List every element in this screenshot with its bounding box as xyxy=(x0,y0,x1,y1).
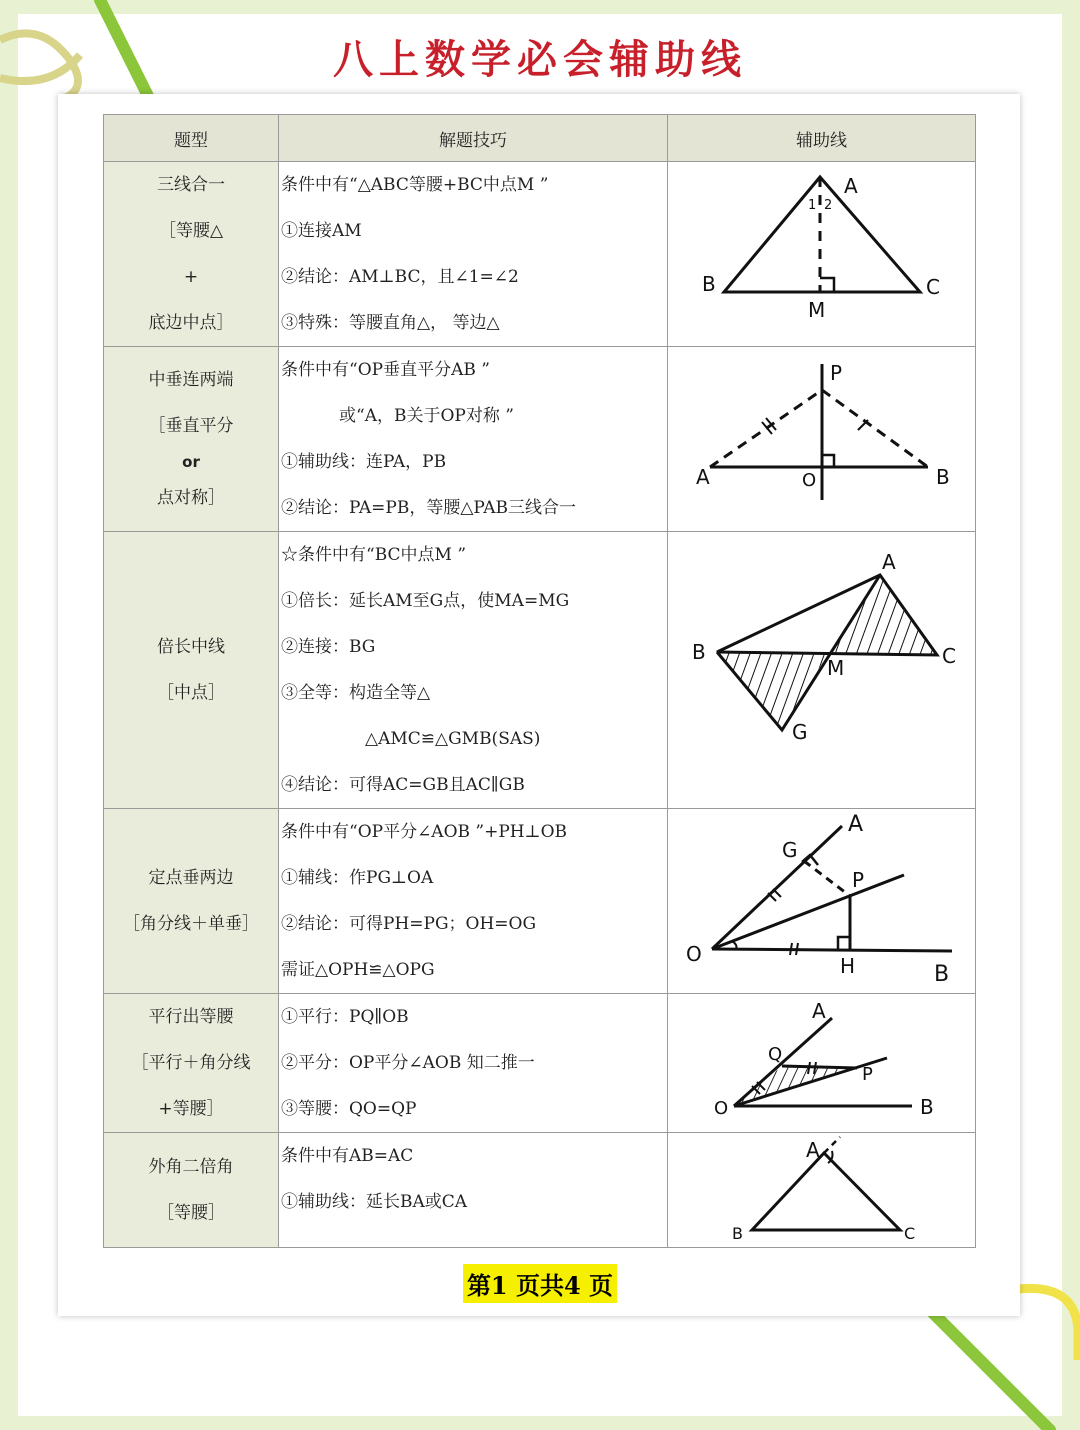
table-row xyxy=(104,532,976,809)
technique-line: 需证△OPH≌△OPG xyxy=(281,960,435,980)
double-median-figure xyxy=(672,545,972,795)
type-line: 点对称］ xyxy=(157,488,225,508)
technique-line: 条件中有“OP垂直平分AB ” xyxy=(281,360,490,380)
type-line: 平行出等腰 xyxy=(148,1007,234,1027)
parallel-isosceles-figure xyxy=(672,996,972,1131)
label-q: Q xyxy=(767,1043,782,1065)
technique-line: ③等腰：QO=QP xyxy=(281,1099,417,1119)
technique-line: ①倍长：延长AM至G点，使MA=MG xyxy=(281,591,570,611)
technique-cell xyxy=(279,532,668,809)
header-aux: 辅助线 xyxy=(668,115,976,162)
type-line: 倍长中线 xyxy=(157,637,225,657)
technique-line: 或“A，B关于OP对称 ” xyxy=(339,406,514,426)
label-angle-2: 2 xyxy=(823,197,832,213)
technique-line: ②结论：AM⊥BC，且∠1=∠2 xyxy=(281,267,519,287)
technique-cell xyxy=(279,1133,668,1248)
table-row xyxy=(104,994,976,1133)
figure-cell xyxy=(668,532,976,809)
table-row xyxy=(104,347,976,532)
type-line: 三线合一 xyxy=(157,175,225,195)
label-a: A xyxy=(881,550,896,574)
technique-line: 条件中有“△ABC等腰+BC中点M ” xyxy=(281,175,549,195)
table-row xyxy=(104,162,976,347)
technique-line: 条件中有“OP平分∠AOB ”+PH⊥OB xyxy=(281,822,568,842)
label-b: B xyxy=(919,1094,934,1119)
technique-line: ③全等：构造全等△ xyxy=(281,683,431,703)
label-g: G xyxy=(781,838,797,862)
type-cell xyxy=(104,532,279,809)
type-line: + xyxy=(183,267,199,287)
technique-cell xyxy=(279,162,668,347)
header-type: 题型 xyxy=(104,115,279,162)
type-line: +等腰］ xyxy=(158,1099,224,1119)
label-p: P xyxy=(861,1063,873,1085)
page-footer xyxy=(0,1264,1080,1303)
label-b: B xyxy=(691,640,706,664)
technique-line: ①连接AM xyxy=(281,221,362,241)
technique-line: ③特殊：等腰直角△， 等边△ xyxy=(281,313,500,333)
type-line: 外角二倍角 xyxy=(148,1157,234,1177)
type-line: ［角分线＋单垂］ xyxy=(123,914,259,934)
type-line: ［垂直平分 xyxy=(148,416,234,436)
technique-line: △AMC≌△GMB(SAS) xyxy=(365,729,541,749)
table-row xyxy=(104,1133,976,1248)
type-line: ［等腰△ xyxy=(158,221,224,241)
technique-line: ②连接：BG xyxy=(281,637,376,657)
label-b: B xyxy=(933,962,949,987)
type-cell xyxy=(104,347,279,532)
type-line: or xyxy=(182,453,200,471)
technique-line: ☆条件中有“BC中点M ” xyxy=(281,545,467,565)
figure-cell xyxy=(668,162,976,347)
type-line: 中垂连两端 xyxy=(148,370,234,390)
label-o: O xyxy=(801,469,816,491)
label-p: P xyxy=(851,868,864,892)
technique-line: ①辅助线：延长BA或CA xyxy=(281,1192,468,1212)
label-m: M xyxy=(826,656,844,680)
label-c: C xyxy=(925,274,940,299)
angle-bisector-perpendicular-figure xyxy=(672,811,972,991)
type-cell xyxy=(104,1133,279,1248)
label-angle-1: 1 xyxy=(807,197,816,213)
type-line: ［平行＋角分线 xyxy=(131,1053,251,1073)
label-o: O xyxy=(713,1097,728,1119)
label-b: B xyxy=(731,1224,743,1243)
label-a: A xyxy=(805,1138,820,1162)
label-c: C xyxy=(903,1224,915,1243)
label-p: P xyxy=(829,360,842,385)
figure-cell xyxy=(668,1133,976,1248)
table-row xyxy=(104,809,976,994)
type-cell xyxy=(104,162,279,347)
label-a: A xyxy=(847,812,863,837)
type-line: 底边中点］ xyxy=(148,313,234,333)
header-technique: 解题技巧 xyxy=(279,115,668,162)
technique-line: ④结论：可得AC=GB且AC∥GB xyxy=(281,775,525,795)
technique-cell xyxy=(279,347,668,532)
type-line: ［等腰］ xyxy=(157,1203,225,1223)
technique-line: ①辅助线：连PA，PB xyxy=(281,452,447,472)
label-a: A xyxy=(843,173,858,198)
perpendicular-bisector-figure xyxy=(672,352,972,527)
technique-line: ①辅线：作PG⊥OA xyxy=(281,868,434,888)
figure-cell xyxy=(668,347,976,532)
aux-line-table xyxy=(103,114,976,1248)
label-a: A xyxy=(811,998,826,1023)
label-o: O xyxy=(685,942,702,966)
technique-line: ②结论：可得PH=PG；OH=OG xyxy=(281,914,537,934)
technique-cell xyxy=(279,809,668,994)
technique-line: ②结论：PA=PB，等腰△PAB三线合一 xyxy=(281,498,577,518)
label-m: M xyxy=(807,297,825,322)
table-header-row xyxy=(104,115,976,162)
technique-line: 条件中有AB=AC xyxy=(281,1146,414,1166)
figure-cell xyxy=(668,809,976,994)
label-g: G xyxy=(791,720,807,744)
type-cell xyxy=(104,994,279,1133)
type-line: 定点垂两边 xyxy=(148,868,234,888)
technique-line: ②平分：OP平分∠AOB 知二推一 xyxy=(281,1053,535,1073)
label-a: A xyxy=(695,464,710,489)
figure-cell xyxy=(668,994,976,1133)
page-title: 八上数学必会辅助线 xyxy=(333,37,747,83)
label-b: B xyxy=(935,464,950,489)
page-indicator: 第1 页共4 页 xyxy=(463,1264,617,1303)
label-h: H xyxy=(839,954,855,978)
technique-cell xyxy=(279,994,668,1133)
exterior-angle-figure xyxy=(672,1135,972,1245)
technique-line: ①平行：PQ∥OB xyxy=(281,1007,409,1027)
type-line: ［中点］ xyxy=(157,683,225,703)
label-b: B xyxy=(701,271,716,296)
type-cell xyxy=(104,809,279,994)
isosceles-midpoint-figure xyxy=(672,167,972,342)
label-c: C xyxy=(941,644,956,668)
